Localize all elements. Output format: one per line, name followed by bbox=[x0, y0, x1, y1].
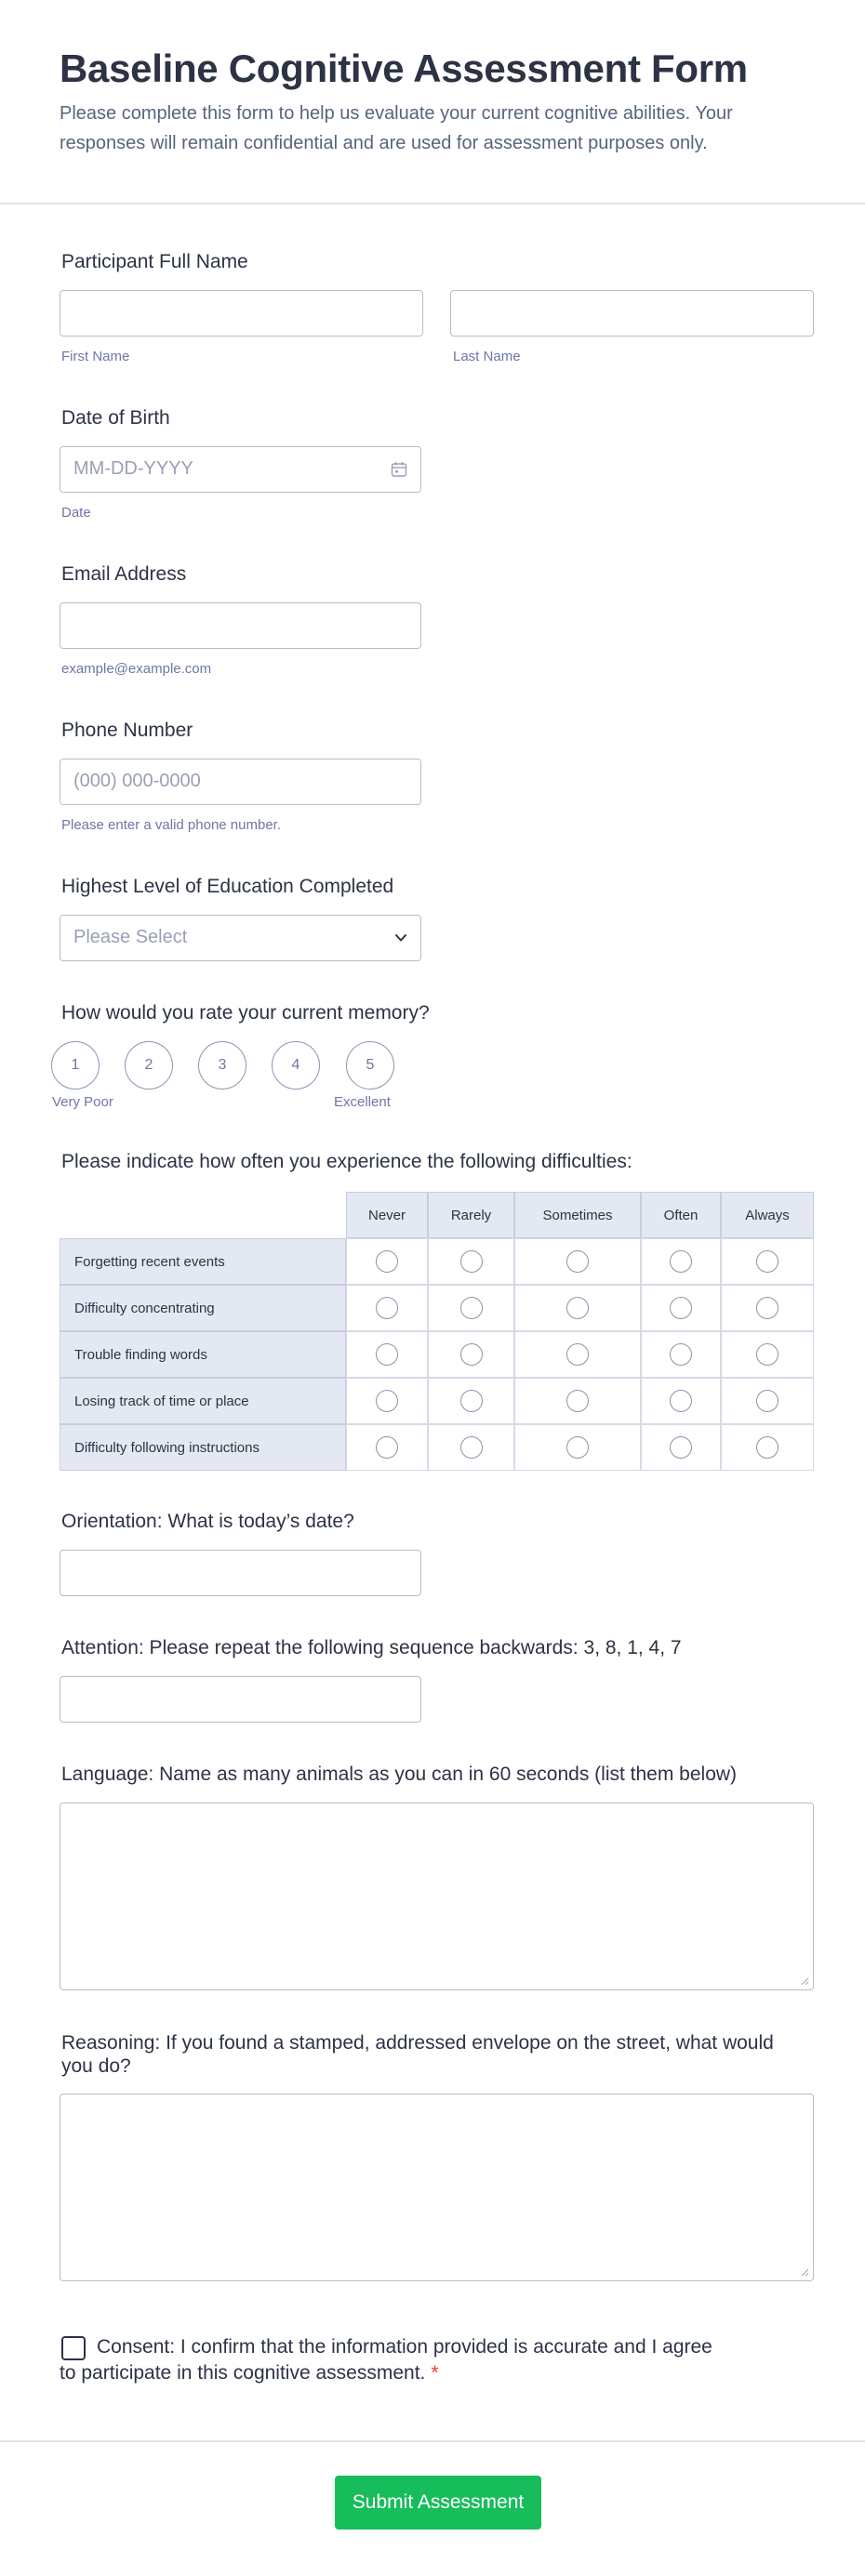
dob-placeholder: MM-DD-YYYY bbox=[73, 458, 193, 479]
matrix-row-label: Difficulty concentrating bbox=[60, 1285, 346, 1331]
matrix-radio[interactable] bbox=[756, 1297, 778, 1319]
matrix-cell[interactable] bbox=[428, 1331, 514, 1378]
matrix-cell[interactable] bbox=[641, 1424, 721, 1471]
matrix-cell[interactable] bbox=[346, 1238, 428, 1285]
full-name-label: Participant Full Name bbox=[61, 251, 248, 272]
matrix-cell[interactable] bbox=[514, 1238, 641, 1285]
matrix-header-sometimes: Sometimes bbox=[514, 1192, 641, 1238]
matrix-radio[interactable] bbox=[460, 1390, 483, 1412]
matrix-cell[interactable] bbox=[721, 1285, 814, 1331]
matrix-cell[interactable] bbox=[721, 1424, 814, 1471]
education-placeholder: Please Select bbox=[73, 927, 188, 947]
matrix-cell[interactable] bbox=[721, 1378, 814, 1424]
matrix-cell[interactable] bbox=[346, 1331, 428, 1378]
required-asterisk: * bbox=[431, 2362, 439, 2384]
matrix-cell[interactable] bbox=[514, 1285, 641, 1331]
matrix-radio[interactable] bbox=[670, 1436, 692, 1459]
matrix-header-often: Often bbox=[641, 1192, 721, 1238]
matrix-cell[interactable] bbox=[514, 1424, 641, 1471]
matrix-cell[interactable] bbox=[428, 1378, 514, 1424]
matrix-cell[interactable] bbox=[428, 1424, 514, 1471]
email-label: Email Address bbox=[61, 563, 187, 585]
phone-input[interactable] bbox=[60, 759, 421, 805]
dob-sublabel: Date bbox=[61, 505, 91, 521]
memory-label: How would you rate your current memory? bbox=[61, 1002, 430, 1024]
orientation-input[interactable] bbox=[60, 1550, 421, 1596]
reasoning-label: Reasoning: If you found a stamped, addressed envelope on the street, what would bbox=[61, 2032, 774, 2054]
consent-text: Consent: I confirm that the information provided is accurate and I agree bbox=[97, 2336, 712, 2358]
resize-handle-icon[interactable] bbox=[800, 2267, 809, 2277]
matrix-cell[interactable] bbox=[641, 1238, 721, 1285]
matrix-radio[interactable] bbox=[566, 1297, 589, 1319]
matrix-radio[interactable] bbox=[670, 1343, 692, 1366]
memory-rating-3[interactable]: 3 bbox=[198, 1041, 246, 1090]
matrix-radio[interactable] bbox=[756, 1436, 778, 1459]
chevron-down-icon bbox=[394, 931, 407, 945]
matrix-row-label: Trouble finding words bbox=[60, 1331, 346, 1378]
matrix-radio[interactable] bbox=[566, 1436, 589, 1459]
education-label: Highest Level of Education Completed bbox=[61, 876, 394, 897]
last-name-sublabel: Last Name bbox=[453, 349, 521, 364]
education-select[interactable] bbox=[60, 915, 421, 961]
matrix-cell[interactable] bbox=[514, 1378, 641, 1424]
phone-sublabel: Please enter a valid phone number. bbox=[61, 817, 281, 833]
matrix-radio[interactable] bbox=[756, 1250, 778, 1273]
orientation-label: Orientation: What is today’s date? bbox=[61, 1511, 354, 1532]
reasoning-label-line2: you do? bbox=[61, 2055, 131, 2077]
matrix-radio[interactable] bbox=[756, 1390, 778, 1412]
matrix-cell[interactable] bbox=[721, 1238, 814, 1285]
matrix-cell[interactable] bbox=[428, 1285, 514, 1331]
matrix-radio[interactable] bbox=[376, 1343, 398, 1366]
matrix-radio[interactable] bbox=[376, 1436, 398, 1459]
difficulties-label: Please indicate how often you experience the following difficulties: bbox=[61, 1151, 632, 1172]
matrix-cell[interactable] bbox=[346, 1285, 428, 1331]
matrix-radio[interactable] bbox=[376, 1250, 398, 1273]
phone-placeholder: (000) 000-0000 bbox=[73, 771, 201, 791]
memory-rating-5[interactable]: 5 bbox=[346, 1041, 394, 1090]
matrix-cell[interactable] bbox=[641, 1331, 721, 1378]
difficulties-matrix bbox=[60, 1192, 814, 1469]
matrix-radio[interactable] bbox=[566, 1343, 589, 1366]
consent-checkbox[interactable] bbox=[61, 2336, 86, 2360]
calendar-icon[interactable] bbox=[391, 461, 407, 478]
matrix-cell[interactable] bbox=[641, 1378, 721, 1424]
matrix-header-rarely: Rarely bbox=[428, 1192, 514, 1238]
email-input[interactable] bbox=[60, 602, 421, 649]
matrix-radio[interactable] bbox=[566, 1250, 589, 1273]
dob-label: Date of Birth bbox=[61, 407, 170, 429]
form-title: Baseline Cognitive Assessment Form bbox=[60, 46, 748, 90]
resize-handle-icon[interactable] bbox=[800, 1976, 809, 1986]
dob-input[interactable] bbox=[60, 446, 421, 493]
email-sublabel: example@example.com bbox=[61, 661, 212, 677]
form-subtitle: Please complete this form to help us evaluate your current cognitive abilities. Your responses will remain confidential and are used for assessment purposes only. bbox=[60, 103, 733, 153]
matrix-radio[interactable] bbox=[756, 1343, 778, 1366]
form-header bbox=[0, 0, 865, 205]
matrix-radio[interactable] bbox=[376, 1390, 398, 1412]
consent-text-line2 bbox=[60, 2362, 439, 2384]
matrix-row-label: Forgetting recent events bbox=[60, 1238, 346, 1285]
phone-label: Phone Number bbox=[61, 720, 193, 741]
matrix-radio[interactable] bbox=[670, 1297, 692, 1319]
matrix-cell[interactable] bbox=[346, 1378, 428, 1424]
matrix-cell[interactable] bbox=[641, 1285, 721, 1331]
reasoning-textarea[interactable] bbox=[60, 2094, 814, 2281]
matrix-row-label: Difficulty following instructions bbox=[60, 1424, 346, 1471]
matrix-cell[interactable] bbox=[721, 1331, 814, 1378]
attention-label: Attention: Please repeat the following sequence backwards: 3, 8, 1, 4, 7 bbox=[61, 1637, 682, 1658]
consent-text-line2-label: to participate in this cognitive assessment. bbox=[60, 2362, 426, 2384]
submit-button[interactable]: Submit Assessment bbox=[335, 2476, 541, 2530]
matrix-radio[interactable] bbox=[460, 1250, 483, 1273]
first-name-sublabel: First Name bbox=[61, 349, 130, 364]
matrix-header-never: Never bbox=[346, 1192, 428, 1238]
matrix-radio[interactable] bbox=[670, 1390, 692, 1412]
memory-rating-1[interactable]: 1 bbox=[51, 1041, 100, 1090]
last-name-input[interactable] bbox=[450, 290, 814, 337]
matrix-row-label: Losing track of time or place bbox=[60, 1378, 346, 1424]
memory-max-label: Excellent bbox=[334, 1094, 391, 1110]
language-textarea[interactable] bbox=[60, 1803, 814, 1990]
matrix-header-always: Always bbox=[721, 1192, 814, 1238]
memory-rating-4[interactable]: 4 bbox=[272, 1041, 320, 1090]
matrix-radio[interactable] bbox=[460, 1343, 483, 1366]
matrix-radio[interactable] bbox=[670, 1250, 692, 1273]
first-name-input[interactable] bbox=[60, 290, 423, 337]
matrix-radio[interactable] bbox=[566, 1390, 589, 1412]
matrix-radio[interactable] bbox=[460, 1436, 483, 1459]
memory-rating-2[interactable]: 2 bbox=[125, 1041, 173, 1090]
memory-min-label: Very Poor bbox=[52, 1094, 113, 1110]
matrix-radio[interactable] bbox=[376, 1297, 398, 1319]
attention-input[interactable] bbox=[60, 1676, 421, 1723]
language-label: Language: Name as many animals as you can in 60 seconds (list them below) bbox=[61, 1764, 738, 1785]
matrix-cell[interactable] bbox=[514, 1331, 641, 1378]
matrix-cell[interactable] bbox=[346, 1424, 428, 1471]
matrix-radio[interactable] bbox=[460, 1297, 483, 1319]
matrix-cell[interactable] bbox=[428, 1238, 514, 1285]
